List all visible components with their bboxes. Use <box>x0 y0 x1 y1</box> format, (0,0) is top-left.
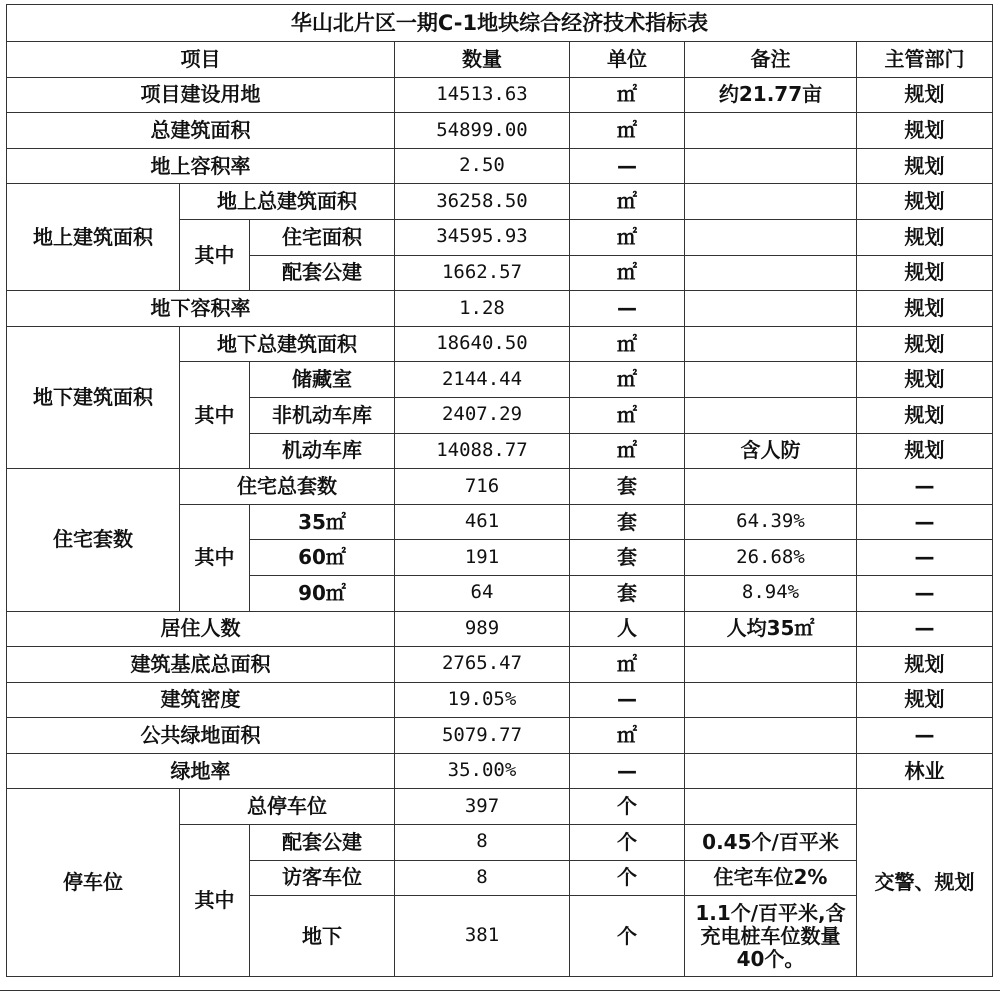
row-note: 约21.77亩 <box>685 77 857 113</box>
row-unit: ㎡ <box>570 718 685 754</box>
group-label: 地上建筑面积 <box>7 184 180 291</box>
group-label: 地下建筑面积 <box>7 326 180 468</box>
row-dept: 规划 <box>857 362 993 398</box>
table-row <box>7 611 993 647</box>
row-dept: 规划 <box>857 682 993 718</box>
row-quantity: 989 <box>395 611 570 647</box>
row-note: 人均35㎡ <box>685 611 857 647</box>
row-item: 地上容积率 <box>7 148 395 184</box>
row-note: 0.45个/百平米 <box>685 825 857 861</box>
row-item: 储藏室 <box>250 362 395 398</box>
row-dept: 规划 <box>857 77 993 113</box>
row-unit: ㎡ <box>570 397 685 433</box>
sub-label: 其中 <box>180 362 250 469</box>
row-note <box>685 219 857 255</box>
row-dept: 交警、规划 <box>857 789 993 977</box>
row-note <box>685 647 857 683</box>
row-unit: 套 <box>570 540 685 576</box>
row-item: 地下容积率 <box>7 291 395 327</box>
row-quantity: 64 <box>395 575 570 611</box>
row-note <box>685 255 857 291</box>
row-dept: — <box>857 575 993 611</box>
group-label: 住宅套数 <box>7 469 180 611</box>
row-quantity: 1662.57 <box>395 255 570 291</box>
row-unit: 个 <box>570 825 685 861</box>
table-row <box>7 753 993 789</box>
header-note: 备注 <box>685 42 857 78</box>
table-row <box>7 326 993 362</box>
row-unit: ㎡ <box>570 219 685 255</box>
row-note <box>685 397 857 433</box>
row-note: 住宅车位2% <box>685 860 857 896</box>
row-unit: 个 <box>570 896 685 977</box>
row-unit: — <box>570 682 685 718</box>
row-item: 住宅总套数 <box>180 469 395 505</box>
row-note <box>685 148 857 184</box>
row-dept: — <box>857 469 993 505</box>
row-dept: 规划 <box>857 647 993 683</box>
row-item: 总建筑面积 <box>7 113 395 149</box>
row-note <box>685 184 857 220</box>
row-quantity: 397 <box>395 789 570 825</box>
table-row <box>7 647 993 683</box>
row-note <box>685 469 857 505</box>
row-dept: — <box>857 611 993 647</box>
row-quantity: 2407.29 <box>395 397 570 433</box>
row-dept: 规划 <box>857 184 993 220</box>
sub-label: 其中 <box>180 825 250 977</box>
row-dept: 规划 <box>857 326 993 362</box>
row-unit: 个 <box>570 860 685 896</box>
row-note: 8.94% <box>685 575 857 611</box>
row-item: 建筑密度 <box>7 682 395 718</box>
group-label: 停车位 <box>7 789 180 977</box>
row-item: 建筑基底总面积 <box>7 647 395 683</box>
row-dept: 规划 <box>857 219 993 255</box>
row-unit: 套 <box>570 504 685 540</box>
row-note <box>685 682 857 718</box>
row-note <box>685 113 857 149</box>
sub-label: 其中 <box>180 504 250 611</box>
row-unit: ㎡ <box>570 326 685 362</box>
table-title: 华山北片区一期C-1地块综合经济技术指标表 <box>7 5 993 42</box>
header-row <box>7 42 993 78</box>
row-unit: ㎡ <box>570 113 685 149</box>
row-item: 总停车位 <box>180 789 395 825</box>
row-note <box>685 291 857 327</box>
row-note: 含人防 <box>685 433 857 469</box>
header-unit: 单位 <box>570 42 685 78</box>
row-quantity: 18640.50 <box>395 326 570 362</box>
row-unit: ㎡ <box>570 433 685 469</box>
table-row <box>7 148 993 184</box>
row-quantity: 2.50 <box>395 148 570 184</box>
row-quantity: 381 <box>395 896 570 977</box>
row-dept: 规划 <box>857 255 993 291</box>
row-dept: 规划 <box>857 113 993 149</box>
row-unit: ㎡ <box>570 77 685 113</box>
row-item: 地下总建筑面积 <box>180 326 395 362</box>
row-quantity: 36258.50 <box>395 184 570 220</box>
row-unit: 个 <box>570 789 685 825</box>
table-row <box>7 789 993 825</box>
header-item: 项目 <box>7 42 395 78</box>
sub-label: 其中 <box>180 219 250 290</box>
row-note: 1.1个/百平米,含充电桩车位数量40个。 <box>685 896 857 977</box>
row-unit: — <box>570 148 685 184</box>
row-item: 访客车位 <box>250 860 395 896</box>
row-quantity: 14088.77 <box>395 433 570 469</box>
row-unit: 套 <box>570 575 685 611</box>
row-item: 居住人数 <box>7 611 395 647</box>
table-row <box>7 291 993 327</box>
row-item: 住宅面积 <box>250 219 395 255</box>
table-row <box>7 682 993 718</box>
header-quantity: 数量 <box>395 42 570 78</box>
table-row <box>7 113 993 149</box>
row-quantity: 19.05% <box>395 682 570 718</box>
row-item: 非机动车库 <box>250 397 395 433</box>
row-unit: — <box>570 291 685 327</box>
row-unit: ㎡ <box>570 647 685 683</box>
row-quantity: 716 <box>395 469 570 505</box>
row-dept: 林业 <box>857 753 993 789</box>
row-item: 90㎡ <box>250 575 395 611</box>
row-quantity: 8 <box>395 860 570 896</box>
row-dept: 规划 <box>857 433 993 469</box>
row-quantity: 191 <box>395 540 570 576</box>
row-item: 60㎡ <box>250 540 395 576</box>
row-dept: 规划 <box>857 291 993 327</box>
row-note: 26.68% <box>685 540 857 576</box>
row-unit: — <box>570 753 685 789</box>
title-row <box>7 5 993 42</box>
indicator-table-container <box>6 4 992 977</box>
table-row <box>7 469 993 505</box>
row-unit: ㎡ <box>570 255 685 291</box>
indicator-table <box>6 4 993 977</box>
row-note <box>685 753 857 789</box>
row-unit: 套 <box>570 469 685 505</box>
row-note <box>685 718 857 754</box>
row-note: 64.39% <box>685 504 857 540</box>
table-row <box>7 77 993 113</box>
table-row <box>7 184 993 220</box>
row-quantity: 1.28 <box>395 291 570 327</box>
row-dept: — <box>857 504 993 540</box>
row-item: 绿地率 <box>7 753 395 789</box>
row-quantity: 2144.44 <box>395 362 570 398</box>
row-quantity: 5079.77 <box>395 718 570 754</box>
row-quantity: 54899.00 <box>395 113 570 149</box>
row-note <box>685 789 857 825</box>
bottom-divider <box>0 990 1000 991</box>
row-quantity: 8 <box>395 825 570 861</box>
row-unit: ㎡ <box>570 362 685 398</box>
row-note <box>685 326 857 362</box>
row-unit: 人 <box>570 611 685 647</box>
row-dept: — <box>857 540 993 576</box>
row-item: 35㎡ <box>250 504 395 540</box>
table-row <box>7 718 993 754</box>
row-quantity: 35.00% <box>395 753 570 789</box>
row-unit: ㎡ <box>570 184 685 220</box>
row-quantity: 34595.93 <box>395 219 570 255</box>
row-item: 机动车库 <box>250 433 395 469</box>
row-item: 项目建设用地 <box>7 77 395 113</box>
row-item: 配套公建 <box>250 825 395 861</box>
row-dept: 规划 <box>857 397 993 433</box>
header-dept: 主管部门 <box>857 42 993 78</box>
row-quantity: 461 <box>395 504 570 540</box>
row-note <box>685 362 857 398</box>
row-dept: 规划 <box>857 148 993 184</box>
row-item: 配套公建 <box>250 255 395 291</box>
row-quantity: 2765.47 <box>395 647 570 683</box>
row-dept: — <box>857 718 993 754</box>
row-item: 地上总建筑面积 <box>180 184 395 220</box>
row-item: 公共绿地面积 <box>7 718 395 754</box>
row-item: 地下 <box>250 896 395 977</box>
row-quantity: 14513.63 <box>395 77 570 113</box>
